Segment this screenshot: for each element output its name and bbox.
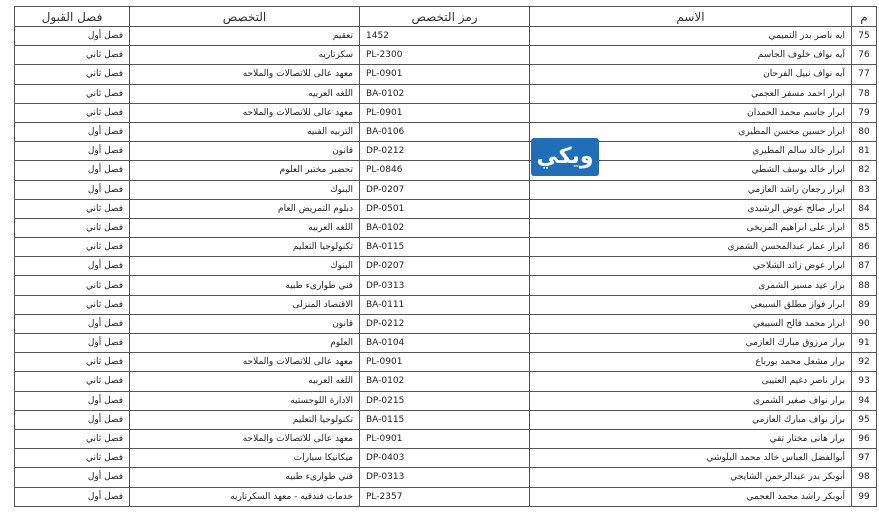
table-row: [15, 372, 877, 391]
table-row: [15, 46, 877, 65]
row-name: أبوبكر راشد محمد العجمي: [530, 487, 852, 506]
table-row: [15, 257, 877, 276]
row-specialization: فني طوارىء طبيه: [130, 276, 360, 295]
header-specialization: التخصص: [130, 7, 360, 27]
row-name: ابرار رجعان راشد العازمي: [530, 180, 852, 199]
row-code: BA-0104: [360, 334, 530, 353]
row-num: 81: [852, 142, 877, 161]
table-row: [15, 334, 877, 353]
table-row: [15, 218, 877, 237]
row-specialization: العلوم: [130, 334, 360, 353]
row-code: BA-0106: [360, 122, 530, 141]
row-semester: فصل ثاني: [15, 449, 130, 468]
table-row: [15, 449, 877, 468]
row-specialization: البنوك: [130, 180, 360, 199]
row-num: 88: [852, 276, 877, 295]
row-semester: فصل ثاني: [15, 199, 130, 218]
table-row: [15, 103, 877, 122]
row-specialization: ميكانيكا سيارات: [130, 449, 360, 468]
row-num: 82: [852, 161, 877, 180]
table-row: [15, 27, 877, 46]
row-code: PL-0846: [360, 161, 530, 180]
row-code: PL-2357: [360, 487, 530, 506]
row-num: 90: [852, 314, 877, 333]
table-body: [15, 27, 877, 507]
row-specialization: الاقتصاد المنزلى: [130, 295, 360, 314]
row-specialization: قانون: [130, 142, 360, 161]
table-row: [15, 410, 877, 429]
table-row: [15, 391, 877, 410]
row-name: ابرار جاسم محمد الحمدان: [530, 103, 852, 122]
table-row: [15, 314, 877, 333]
logo-text: ويكي: [536, 144, 594, 169]
row-semester: فصل أول: [15, 410, 130, 429]
admissions-table-container: [14, 6, 876, 507]
row-code: PL-0901: [360, 65, 530, 84]
row-name: برار نواف صغير الشمرى: [530, 391, 852, 410]
table-row: [15, 238, 877, 257]
row-num: 97: [852, 449, 877, 468]
row-num: 94: [852, 391, 877, 410]
row-num: 96: [852, 429, 877, 448]
row-code: PL-2300: [360, 46, 530, 65]
table-row: [15, 487, 877, 506]
row-specialization: خدمات فندقيه - معهد السكرتاريه: [130, 487, 360, 506]
table-row: [15, 276, 877, 295]
row-num: 99: [852, 487, 877, 506]
row-specialization: البنوك: [130, 257, 360, 276]
row-semester: فصل ثاني: [15, 218, 130, 237]
row-semester: فصل أول: [15, 27, 130, 46]
table-row: [15, 122, 877, 141]
row-name: آيه نواف نبيل الفرحان: [530, 65, 852, 84]
row-name: ابرار محمد فالح السبيعي: [530, 314, 852, 333]
row-code: DP-0212: [360, 142, 530, 161]
row-code: PL-0901: [360, 103, 530, 122]
row-semester: فصل ثاني: [15, 46, 130, 65]
row-name: ابرار صالح عوض الرشيدي: [530, 199, 852, 218]
watermark-logo: [531, 138, 599, 176]
row-semester: فصل ثاني: [15, 372, 130, 391]
row-specialization: تكنولوجيا التعليم: [130, 410, 360, 429]
row-num: 84: [852, 199, 877, 218]
table-header-row: [15, 7, 877, 27]
header-code: رمز التخصص: [360, 7, 530, 27]
row-code: BA-0102: [360, 84, 530, 103]
row-code: BA-0115: [360, 238, 530, 257]
row-semester: فصل ثاني: [15, 429, 130, 448]
row-code: DP-0212: [360, 314, 530, 333]
row-specialization: قانون: [130, 314, 360, 333]
row-specialization: تحضير مختبر العلوم: [130, 161, 360, 180]
row-semester: فصل ثاني: [15, 84, 130, 103]
row-name: ابرار فواز مطلق السبيعي: [530, 295, 852, 314]
row-semester: فصل ثاني: [15, 103, 130, 122]
row-code: PL-0901: [360, 429, 530, 448]
row-semester: فصل أول: [15, 391, 130, 410]
row-code: DP-0313: [360, 468, 530, 487]
row-num: 91: [852, 334, 877, 353]
row-num: 79: [852, 103, 877, 122]
row-semester: فصل أول: [15, 314, 130, 333]
row-name: آيه نواف خلوف الجاسم: [530, 46, 852, 65]
table-row: [15, 142, 877, 161]
row-code: PL-0901: [360, 353, 530, 372]
row-code: DP-0313: [360, 276, 530, 295]
row-name: ابرار احمد مسفر العجمي: [530, 84, 852, 103]
row-semester: فصل ثاني: [15, 65, 130, 84]
row-semester: فصل ثاني: [15, 276, 130, 295]
row-num: 80: [852, 122, 877, 141]
row-num: 98: [852, 468, 877, 487]
row-code: DP-0207: [360, 180, 530, 199]
row-name: ابرار عمار عبدالمحسن الشمري: [530, 238, 852, 257]
row-name: برار هانى مختار تقي: [530, 429, 852, 448]
admissions-table: [14, 6, 877, 507]
row-name: أبوالفضل العباس خالد محمد البلوشي: [530, 449, 852, 468]
row-name: أبوبكر بدر عبدالرحمن الشايجي: [530, 468, 852, 487]
row-num: 87: [852, 257, 877, 276]
table-row: [15, 161, 877, 180]
row-code: DP-0501: [360, 199, 530, 218]
row-semester: فصل ثاني: [15, 295, 130, 314]
row-code: DP-0207: [360, 257, 530, 276]
row-specialization: التربيه الفنيه: [130, 122, 360, 141]
row-name: برار ناصر دغيم العتيبى: [530, 372, 852, 391]
table-row: [15, 353, 877, 372]
row-name: برار مشعل محمد بورباع: [530, 353, 852, 372]
row-specialization: معهد عالى للاتصالات والملاحه: [130, 353, 360, 372]
row-specialization: سكرتاريه: [130, 46, 360, 65]
table-row: [15, 180, 877, 199]
row-semester: فصل أول: [15, 161, 130, 180]
row-name: ابرار حسين محسن المطيري: [530, 122, 852, 141]
table-row: [15, 199, 877, 218]
row-specialization: معهد عالى للاتصالات والملاحه: [130, 65, 360, 84]
row-num: 75: [852, 27, 877, 46]
row-semester: فصل ثاني: [15, 238, 130, 257]
row-specialization: اللغه العربيه: [130, 372, 360, 391]
table-row: [15, 468, 877, 487]
row-specialization: اللغه العربيه: [130, 84, 360, 103]
row-name: برار نواف مبارك العازمي: [530, 410, 852, 429]
row-specialization: معهد عالى للاتصالات والملاحه: [130, 429, 360, 448]
table-row: [15, 295, 877, 314]
row-name: ايه ناصر بدر التميمي: [530, 27, 852, 46]
row-num: 93: [852, 372, 877, 391]
table-row: [15, 84, 877, 103]
header-num: م: [852, 7, 877, 27]
row-num: 92: [852, 353, 877, 372]
row-name: برار مرزوق مبارك العازمى: [530, 334, 852, 353]
row-num: 77: [852, 65, 877, 84]
row-specialization: دبلوم التمريض العام: [130, 199, 360, 218]
row-code: DP-0215: [360, 391, 530, 410]
row-semester: فصل ثاني: [15, 353, 130, 372]
row-code: DP-0403: [360, 449, 530, 468]
row-name: ابرار خالد سالم المطيري: [530, 142, 852, 161]
row-semester: فصل أول: [15, 334, 130, 353]
row-name: ابرار عوض زائد الشلاحي: [530, 257, 852, 276]
row-semester: فصل أول: [15, 487, 130, 506]
table-row: [15, 65, 877, 84]
row-num: 86: [852, 238, 877, 257]
row-num: 76: [852, 46, 877, 65]
header-name: الاسم: [530, 7, 852, 27]
row-semester: فصل أول: [15, 257, 130, 276]
row-specialization: اللغه العربيه: [130, 218, 360, 237]
row-name: ابرار على ابراهيم المريخى: [530, 218, 852, 237]
table-row: [15, 429, 877, 448]
row-code: BA-0115: [360, 410, 530, 429]
row-num: 78: [852, 84, 877, 103]
row-name: برار عيد مسير الشمرى: [530, 276, 852, 295]
row-specialization: الادارة اللوجستيه: [130, 391, 360, 410]
row-semester: فصل أول: [15, 468, 130, 487]
row-semester: فصل أول: [15, 180, 130, 199]
row-specialization: معهد عالى للاتصالات والملاحه: [130, 103, 360, 122]
row-specialization: فني طوارىء طبيه: [130, 468, 360, 487]
row-semester: فصل أول: [15, 122, 130, 141]
row-name: ابرار خالد يوسف الشطي: [530, 161, 852, 180]
row-num: 85: [852, 218, 877, 237]
row-num: 83: [852, 180, 877, 199]
row-num: 95: [852, 410, 877, 429]
header-semester: فصل القبول: [15, 7, 130, 27]
row-code: BA-0102: [360, 372, 530, 391]
row-semester: فصل أول: [15, 142, 130, 161]
row-code: 1452: [360, 27, 530, 46]
row-specialization: تكنولوجيا التعليم: [130, 238, 360, 257]
row-code: BA-0111: [360, 295, 530, 314]
row-specialization: تعقيم: [130, 27, 360, 46]
row-code: BA-0102: [360, 218, 530, 237]
row-num: 89: [852, 295, 877, 314]
